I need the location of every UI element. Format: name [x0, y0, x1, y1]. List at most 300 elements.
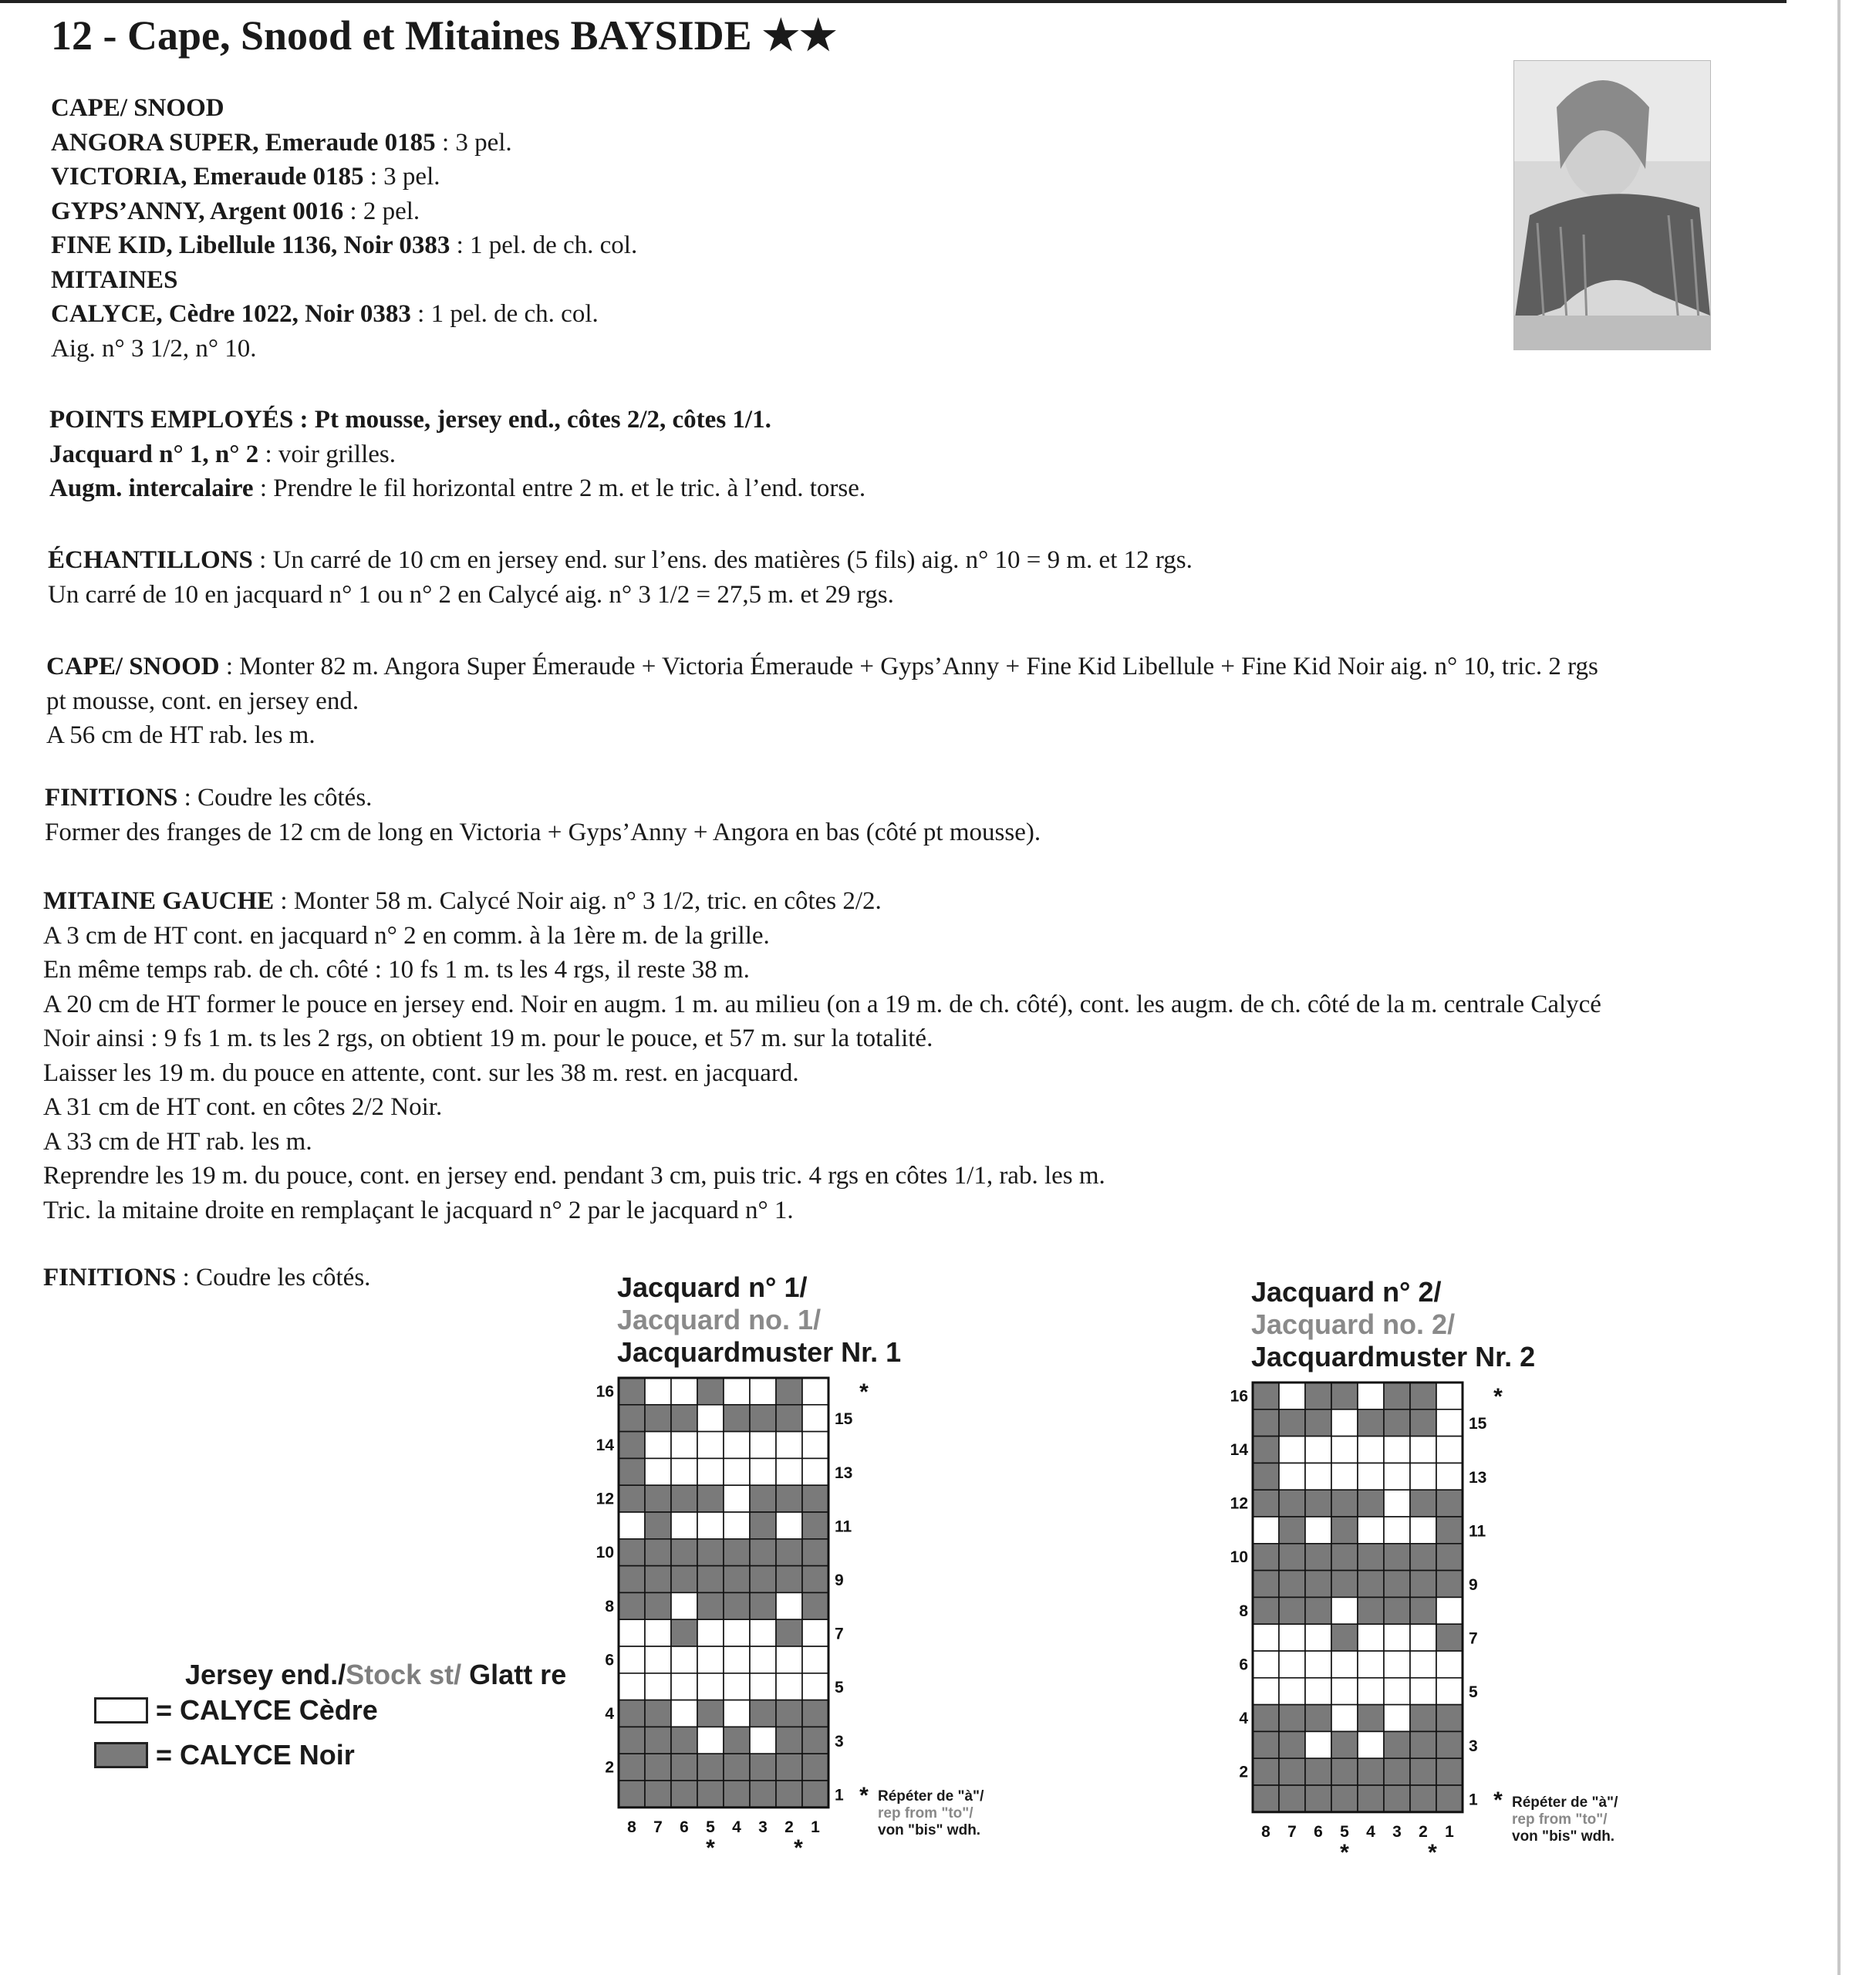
grid-cell — [671, 1781, 697, 1808]
grid-cell — [1358, 1490, 1384, 1517]
materials-line — [51, 126, 637, 160]
repeat-star-col5: * — [1340, 1839, 1349, 1865]
row-label-right: 15 — [1469, 1415, 1487, 1433]
cape-line — [46, 718, 1598, 753]
grid-cell — [1410, 1437, 1436, 1464]
legend-swatch-gray — [94, 1742, 148, 1768]
grid-cell — [802, 1619, 828, 1646]
grid-cell — [645, 1566, 671, 1593]
grid-cell — [1253, 1382, 1279, 1410]
grid-cell — [1410, 1463, 1436, 1490]
grid-cell — [802, 1566, 828, 1593]
chart-2-repeat-note — [1512, 1794, 1618, 1845]
grid-cell — [1358, 1705, 1384, 1732]
column-label: 8 — [1261, 1822, 1270, 1841]
grid-cell — [1358, 1382, 1384, 1410]
chart-1-repeat-de: von "bis" wdh. — [878, 1822, 981, 1838]
grid-cell — [776, 1405, 802, 1432]
grid-cell — [1305, 1678, 1331, 1705]
grid-cell — [619, 1592, 645, 1619]
grid-cell — [1384, 1758, 1410, 1785]
grid-cell — [1436, 1410, 1463, 1437]
grid-cell — [1384, 1410, 1410, 1437]
mitaine-line — [43, 884, 1601, 919]
top-rule — [0, 0, 1787, 3]
materials-text: : 2 pel. — [343, 197, 420, 225]
grid-cell — [776, 1646, 802, 1673]
chart-2-repeat-de: von "bis" wdh. — [1512, 1828, 1615, 1845]
right-margin-rule — [1837, 0, 1841, 1975]
points-text: : Prendre le fil horizontal entre 2 m. et le tric. à l’end. torse. — [253, 474, 866, 502]
grid-cell — [1384, 1678, 1410, 1705]
grid-cell — [1384, 1651, 1410, 1678]
grid-cell — [619, 1378, 645, 1405]
materials-bold-text: CALYCE, Cèdre 1022, Noir 0383 — [51, 300, 411, 328]
finitions-cape-list — [45, 781, 1041, 849]
column-label: 5 — [1340, 1822, 1349, 1841]
row-label-right: 7 — [835, 1625, 844, 1643]
grid-cell — [645, 1754, 671, 1781]
mitaine-text: : Monter 58 m. Calycé Noir aig. n° 3 1/2, tric. en côtes 2/2. — [274, 887, 882, 915]
grid-cell — [1331, 1785, 1358, 1812]
grid-cell — [1331, 1490, 1358, 1517]
grid-cell — [802, 1539, 828, 1566]
grid-cell — [1305, 1463, 1331, 1490]
row-label-right: 15 — [835, 1410, 853, 1429]
grid-cell — [802, 1485, 828, 1512]
legend-head-fr: Jersey end./ — [185, 1659, 346, 1690]
grid-cell — [1331, 1731, 1358, 1758]
grid-cell — [671, 1566, 697, 1593]
materials-bold-text: ANGORA SUPER, Emeraude 0185 — [51, 128, 436, 157]
grid-cell — [1358, 1785, 1384, 1812]
column-label: 1 — [1445, 1822, 1454, 1841]
grid-cell — [750, 1485, 776, 1512]
row-label-left: 2 — [1239, 1763, 1248, 1781]
grid-cell — [776, 1673, 802, 1700]
grid-cell — [1358, 1624, 1384, 1651]
grid-cell — [1384, 1597, 1410, 1624]
grid-cell — [671, 1458, 697, 1485]
grid-cell — [1305, 1597, 1331, 1624]
points-bold-text: POINTS EMPLOYÉS : Pt mousse, jersey end., côtes 2/2, côtes 1/1. — [49, 406, 771, 434]
grid-cell — [802, 1781, 828, 1808]
column-label: 6 — [1314, 1822, 1323, 1841]
materials-text: : 3 pel. — [363, 163, 440, 191]
grid-cell — [671, 1485, 697, 1512]
mitaine-block — [43, 884, 1601, 1227]
row-label-left: 12 — [596, 1490, 614, 1508]
column-label: 4 — [732, 1818, 741, 1836]
repeat-star-col5: * — [706, 1835, 715, 1861]
grid-cell — [1279, 1785, 1305, 1812]
grid-cell — [671, 1539, 697, 1566]
row-label-left: 14 — [596, 1437, 614, 1454]
grid-cell — [750, 1458, 776, 1485]
grid-cell — [619, 1781, 645, 1808]
grid-cell — [1253, 1410, 1279, 1437]
legend-head-en: Stock st/ — [346, 1659, 462, 1690]
points-text: : voir grilles. — [258, 440, 396, 468]
grid-cell — [1305, 1705, 1331, 1732]
grid-cell — [1279, 1490, 1305, 1517]
grid-cell — [1410, 1517, 1436, 1544]
row-label-left: 16 — [596, 1382, 614, 1401]
grid-cell — [1436, 1517, 1463, 1544]
mitaine-text: Reprendre les 19 m. du pouce, cont. en jersey end. pendant 3 cm, puis tric. 4 rgs en côtes 1/1, rab. les m. — [43, 1162, 1105, 1190]
grid-cell — [776, 1539, 802, 1566]
cape-text: : Monter 82 m. Angora Super Émeraude + Victoria Émeraude + Gyps’Anny + Fine Kid Libellule + Fine Kid Noir aig. n° 10, tric. 2 rgs — [219, 653, 1598, 680]
grid-cell — [697, 1673, 724, 1700]
row-label-right: 11 — [1469, 1522, 1486, 1541]
grid-cell — [1436, 1624, 1463, 1651]
echantillons-block — [48, 543, 1193, 612]
grid-cell — [1410, 1624, 1436, 1651]
grid-cell — [802, 1592, 828, 1619]
grid-cell — [1305, 1517, 1331, 1544]
mitaine-text: A 33 cm de HT rab. les m. — [43, 1127, 312, 1156]
grid-cell — [697, 1727, 724, 1754]
grid-cell — [1436, 1785, 1463, 1812]
mitaine-text: Tric. la mitaine droite en remplaçant le jacquard n° 2 par le jacquard n° 1. — [43, 1196, 794, 1224]
grid-cell — [1253, 1785, 1279, 1812]
row-label-right: 7 — [1469, 1629, 1478, 1648]
grid-cell — [750, 1727, 776, 1754]
row-label-right: 11 — [835, 1518, 852, 1536]
row-label-right: 13 — [835, 1464, 853, 1482]
grid-cell — [645, 1539, 671, 1566]
grid-cell — [645, 1592, 671, 1619]
grid-cell — [645, 1781, 671, 1808]
grid-cell — [1305, 1624, 1331, 1651]
legend-head-de: Glatt re — [461, 1659, 567, 1690]
column-label: 3 — [1392, 1822, 1402, 1841]
grid-cell — [802, 1432, 828, 1459]
row-label-right: 5 — [835, 1679, 844, 1697]
finitions-cape-bold-text: FINITIONS — [45, 784, 178, 812]
grid-cell — [1331, 1705, 1358, 1732]
grid-cell — [1305, 1785, 1331, 1812]
mitaine-line — [43, 1159, 1601, 1193]
grid-cell — [724, 1646, 750, 1673]
row-label-right: 9 — [835, 1572, 844, 1589]
row-label-right: 9 — [1469, 1576, 1478, 1594]
grid-cell — [1331, 1678, 1358, 1705]
grid-cell — [645, 1646, 671, 1673]
grid-cell — [1305, 1410, 1331, 1437]
grid-cell — [802, 1673, 828, 1700]
mitaine-line — [43, 988, 1601, 1022]
row-label-left: 4 — [1239, 1710, 1248, 1727]
grid-cell — [1279, 1571, 1305, 1598]
materials-text: : 3 pel. — [435, 128, 512, 157]
chart-1-repeat-en: rep from "to"/ — [878, 1805, 973, 1821]
grid-cell — [724, 1512, 750, 1539]
grid-cell — [1384, 1490, 1410, 1517]
grid-cell — [1253, 1731, 1279, 1758]
grid-cell — [1331, 1758, 1358, 1785]
grid-cell — [724, 1592, 750, 1619]
materials-bold-text: GYPS’ANNY, Argent 0016 — [51, 197, 344, 225]
grid-cell — [724, 1405, 750, 1432]
grid-cell — [1384, 1382, 1410, 1410]
grid-cell — [1436, 1463, 1463, 1490]
grid-cell — [645, 1619, 671, 1646]
grid-cell — [1384, 1785, 1410, 1812]
grid-cell — [671, 1700, 697, 1727]
grid-cell — [697, 1512, 724, 1539]
points-bold-text: Augm. intercalaire — [49, 474, 254, 502]
chart-1-title-de: Jacquardmuster Nr. 1 — [617, 1336, 902, 1368]
column-label: 2 — [784, 1818, 794, 1836]
grid-cell — [697, 1405, 724, 1432]
mitaine-text: A 20 cm de HT former le pouce en jersey end. Noir en augm. 1 m. au milieu (on a 19 m. de ch. côté), cont. les augm. de ch. côté de la m. centrale Calycé — [43, 990, 1601, 1018]
grid-cell — [1331, 1544, 1358, 1571]
grid-cell — [645, 1458, 671, 1485]
grid-cell — [802, 1754, 828, 1781]
model-photo-image — [1514, 61, 1710, 349]
chart-1-title-fr: Jacquard n° 1/ — [617, 1271, 808, 1303]
grid-cell — [697, 1432, 724, 1459]
finitions-mitaine-text: : Coudre les côtés. — [176, 1264, 371, 1291]
grid-cell — [1410, 1382, 1436, 1410]
grid-cell — [619, 1512, 645, 1539]
grid-cell — [750, 1754, 776, 1781]
repeat-star-row1: * — [859, 1782, 869, 1808]
grid-cell — [750, 1405, 776, 1432]
cape-line — [46, 684, 1598, 719]
column-label: 4 — [1366, 1822, 1375, 1841]
grid-cell — [802, 1646, 828, 1673]
grid-cell — [619, 1727, 645, 1754]
jacquard-2-grid — [1220, 1375, 1544, 1869]
points-bold-text: Jacquard n° 1, n° 2 — [49, 440, 259, 468]
grid-cell — [1279, 1651, 1305, 1678]
grid-cell — [1279, 1758, 1305, 1785]
grid-cell — [619, 1754, 645, 1781]
grid-cell — [1331, 1571, 1358, 1598]
grid-cell — [1384, 1571, 1410, 1598]
grid-cell — [1331, 1382, 1358, 1410]
grid-cell — [776, 1727, 802, 1754]
chart-2-title-fr: Jacquard n° 2/ — [1251, 1276, 1442, 1308]
grid-cell — [1253, 1705, 1279, 1732]
points-line — [49, 403, 865, 437]
row-label-left: 10 — [596, 1544, 614, 1562]
chart-1-title-en: Jacquard no. 1/ — [617, 1304, 822, 1335]
grid-cell — [776, 1619, 802, 1646]
row-label-right: 3 — [835, 1732, 844, 1750]
row-label-left: 8 — [605, 1597, 614, 1615]
row-label-left: 10 — [1230, 1548, 1248, 1567]
grid-cell — [724, 1485, 750, 1512]
model-photo — [1513, 60, 1711, 350]
grid-cell — [750, 1619, 776, 1646]
grid-cell — [776, 1781, 802, 1808]
grid-cell — [1305, 1382, 1331, 1410]
grid-cell — [1331, 1517, 1358, 1544]
grid-cell — [1436, 1571, 1463, 1598]
echantillons-list — [48, 543, 1193, 612]
mitaine-text: Noir ainsi : 9 fs 1 m. ts les 2 rgs, on obtient 19 m. pour le pouce, et 57 m. sur la totalité. — [43, 1025, 933, 1052]
legend-label-white: = CALYCE Cèdre — [156, 1694, 378, 1726]
grid-cell — [1410, 1758, 1436, 1785]
grid-cell — [1436, 1705, 1463, 1732]
chart-2-title-en: Jacquard no. 2/ — [1251, 1308, 1456, 1340]
grid-cell — [1305, 1437, 1331, 1464]
grid-cell — [750, 1539, 776, 1566]
grid-cell — [1436, 1382, 1463, 1410]
column-label: 6 — [680, 1818, 689, 1836]
grid-cell — [645, 1700, 671, 1727]
grid-cell — [724, 1432, 750, 1459]
repeat-star-col2: * — [1428, 1839, 1437, 1865]
grid-cell — [1253, 1544, 1279, 1571]
grid-cell — [1279, 1731, 1305, 1758]
grid-cell — [1358, 1463, 1384, 1490]
materials-line — [51, 297, 637, 332]
grid-cell — [1436, 1597, 1463, 1624]
legend-row-gray — [94, 1739, 355, 1771]
materials-bold-text: MITAINES — [51, 265, 178, 294]
grid-cell — [724, 1539, 750, 1566]
legend-heading — [185, 1659, 566, 1691]
grid-cell — [750, 1512, 776, 1539]
chart-1-repeat-fr: Répéter de "à"/ — [878, 1788, 984, 1805]
page-title: 12 - Cape, Snood et Mitaines BAYSIDE ★★ — [51, 12, 837, 59]
chart-1-repeat-note — [878, 1788, 984, 1839]
finitions-cape-text: Former des franges de 12 cm de long en Victoria + Gyps’Anny + Angora en bas (côté pt mousse). — [45, 818, 1041, 846]
grid-cell — [724, 1378, 750, 1405]
grid-cell — [1305, 1758, 1331, 1785]
grid-cell — [1279, 1463, 1305, 1490]
grid-cell — [1305, 1731, 1331, 1758]
finitions-cape-line — [45, 815, 1041, 850]
grid-cell — [1358, 1517, 1384, 1544]
mitaine-line — [43, 1193, 1601, 1228]
row-label-left: 14 — [1230, 1441, 1248, 1459]
grid-cell — [1410, 1571, 1436, 1598]
grid-cell — [645, 1432, 671, 1459]
column-label: 7 — [653, 1818, 663, 1836]
grid-cell — [1279, 1517, 1305, 1544]
grid-cell — [1384, 1437, 1410, 1464]
materials-line — [51, 332, 637, 366]
grid-cell — [645, 1512, 671, 1539]
grid-cell — [1436, 1651, 1463, 1678]
grid-cell — [619, 1673, 645, 1700]
chart-2-repeat-en: rep from "to"/ — [1512, 1811, 1608, 1828]
grid-cell — [1305, 1651, 1331, 1678]
grid-cell — [1279, 1597, 1305, 1624]
column-label: 7 — [1287, 1822, 1297, 1841]
grid-cell — [697, 1566, 724, 1593]
grid-cell — [1253, 1437, 1279, 1464]
grid-cell — [671, 1378, 697, 1405]
mitaine-line — [43, 919, 1601, 954]
grid-cell — [1358, 1758, 1384, 1785]
grid-cell — [619, 1458, 645, 1485]
grid-cell — [750, 1781, 776, 1808]
grid-cell — [1253, 1758, 1279, 1785]
grid-cell — [1358, 1410, 1384, 1437]
grid-cell — [802, 1458, 828, 1485]
column-label: 2 — [1419, 1822, 1428, 1841]
materials-text: : 1 pel. de ch. col. — [410, 300, 599, 328]
grid-cell — [1253, 1490, 1279, 1517]
points-list — [49, 403, 865, 506]
grid-cell — [1436, 1437, 1463, 1464]
chart-2-repeat-fr: Répéter de "à"/ — [1512, 1794, 1618, 1811]
grid-cell — [697, 1485, 724, 1512]
grid-cell — [1279, 1437, 1305, 1464]
grid-cell — [1253, 1651, 1279, 1678]
grid-cell — [1410, 1731, 1436, 1758]
finitions-mitaine-label: FINITIONS — [43, 1264, 177, 1291]
row-label-right: 1 — [1469, 1791, 1478, 1809]
grid-cell — [697, 1700, 724, 1727]
cape-text: pt mousse, cont. en jersey end. — [46, 687, 359, 715]
grid-cell — [1358, 1437, 1384, 1464]
repeat-star-top: * — [859, 1379, 869, 1405]
row-label-left: 16 — [1230, 1387, 1248, 1406]
mitaine-instructions — [43, 884, 1601, 1227]
grid-cell — [724, 1727, 750, 1754]
repeat-star-row1: * — [1493, 1787, 1503, 1813]
mitaine-text: Laisser les 19 m. du pouce en attente, cont. sur les 38 m. rest. en jacquard. — [43, 1058, 799, 1087]
grid-cell — [1410, 1490, 1436, 1517]
materials-line — [51, 194, 637, 229]
grid-cell — [776, 1485, 802, 1512]
grid-cell — [1331, 1437, 1358, 1464]
echantillons-text: Un carré de 10 en jacquard n° 1 ou n° 2 en Calycé aig. n° 3 1/2 = 27,5 m. et 29 rgs. — [48, 580, 894, 609]
grid-cell — [776, 1700, 802, 1727]
grid-cell — [802, 1378, 828, 1405]
grid-cell — [697, 1458, 724, 1485]
cape-bold-text: CAPE/ SNOOD — [46, 653, 220, 680]
grid-cell — [671, 1432, 697, 1459]
grid-cell — [802, 1727, 828, 1754]
grid-cell — [724, 1754, 750, 1781]
grid-cell — [724, 1673, 750, 1700]
grid-cell — [724, 1700, 750, 1727]
finitions-cape-block — [45, 781, 1041, 849]
grid-cell — [619, 1646, 645, 1673]
chart-2-title — [1251, 1276, 1535, 1373]
materials-line — [51, 228, 637, 263]
grid-cell — [671, 1619, 697, 1646]
grid-cell — [776, 1754, 802, 1781]
mitaine-text: En même temps rab. de ch. côté : 10 fs 1 m. ts les 4 rgs, il reste 38 m. — [43, 956, 750, 984]
mitaine-line — [43, 1090, 1601, 1125]
grid-cell — [1331, 1651, 1358, 1678]
grid-cell — [1384, 1624, 1410, 1651]
grid-cell — [1410, 1410, 1436, 1437]
grid-cell — [750, 1378, 776, 1405]
materials-line — [51, 91, 637, 126]
grid-cell — [645, 1378, 671, 1405]
grid-cell — [1410, 1544, 1436, 1571]
materials-block — [51, 91, 637, 366]
materials-line — [51, 160, 637, 194]
grid-cell — [1331, 1463, 1358, 1490]
grid-cell — [619, 1485, 645, 1512]
mitaine-line — [43, 1021, 1601, 1056]
row-label-left: 6 — [1239, 1656, 1248, 1674]
grid-cell — [619, 1566, 645, 1593]
points-line — [49, 437, 865, 472]
grid-cell — [645, 1405, 671, 1432]
